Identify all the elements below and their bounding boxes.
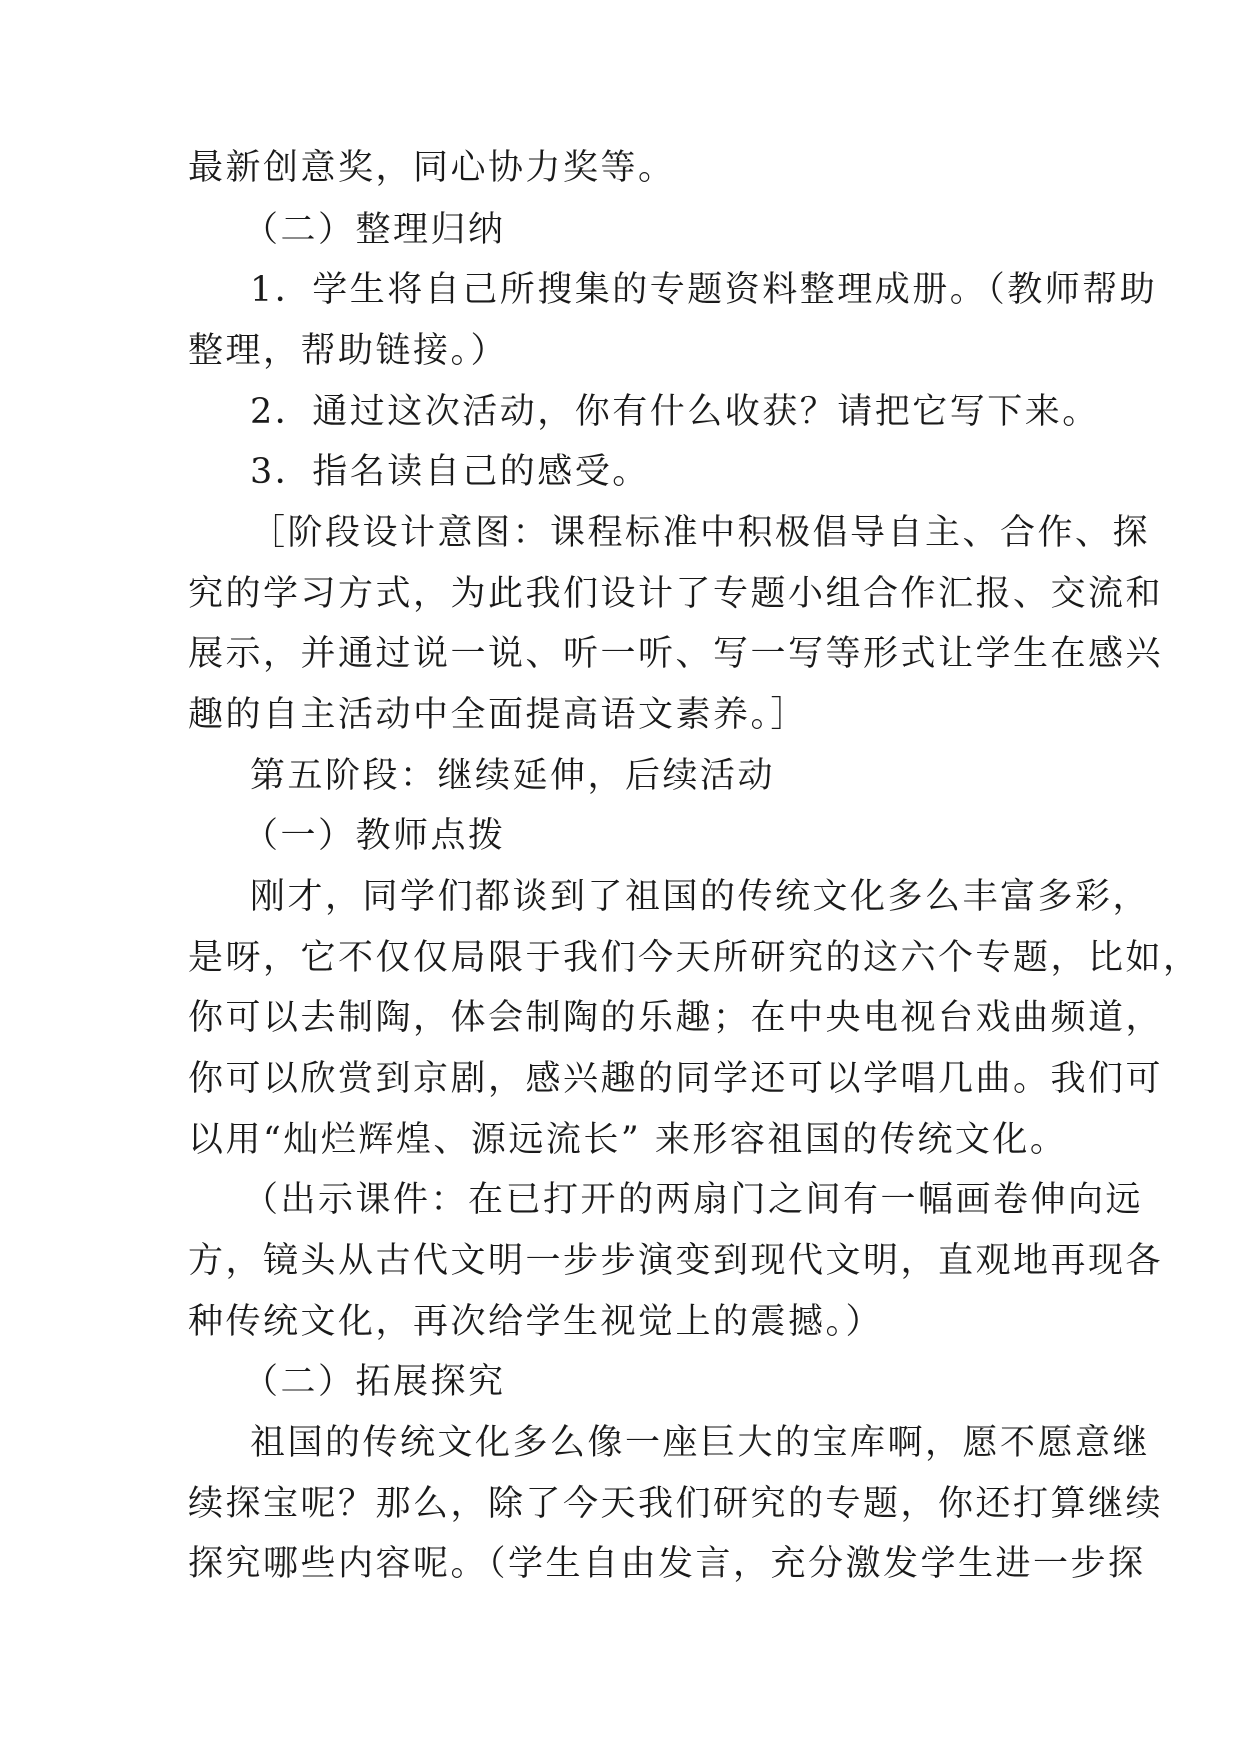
design-note-line: 趣的自主活动中全面提高语文素养。］ <box>188 695 809 735</box>
text-line: 祖国的传统文化多么像一座巨大的宝库啊，愿不愿意继 <box>250 1423 1151 1463</box>
design-note-line: 展示，并通过说一说、听一听、写一写等形式让学生在感兴 <box>188 634 1164 674</box>
text-line: 探究哪些内容呢。（学生自由发言，充分激发学生进一步探 <box>188 1544 1146 1584</box>
list-item: 3．指名读自己的感受。 <box>250 452 650 492</box>
design-note-line: ［阶段设计意图：课程标准中积极倡导自主、合作、探 <box>250 513 1151 553</box>
text-line: 种传统文化，再次给学生视觉上的震撼。） <box>188 1302 884 1342</box>
design-note-line: 究的学习方式，为此我们设计了专题小组合作汇报、交流和 <box>188 574 1164 614</box>
text-line: 你可以去制陶，体会制陶的乐趣；在中央电视台戏曲频道， <box>188 998 1164 1038</box>
text-line: 最新创意奖，同心协力奖等。 <box>188 148 676 188</box>
text-line: （出示课件：在已打开的两扇门之间有一幅画卷伸向远 <box>243 1180 1144 1220</box>
text-line: 整理，帮助链接。） <box>188 331 509 371</box>
section-heading: （二）拓展探究 <box>243 1362 506 1402</box>
text-line: 你可以欣赏到京剧，感兴趣的同学还可以学唱几曲。我们可 <box>188 1059 1164 1099</box>
text-line: 刚才，同学们都谈到了祖国的传统文化多么丰富多彩， <box>250 877 1151 917</box>
text-line: 方，镜头从古代文明一步步演变到现代文明，直观地再现各 <box>188 1241 1164 1281</box>
text-line: 以用“灿烂辉煌、源远流长” 来形容祖国的传统文化。 <box>188 1120 1068 1160</box>
text-line: 续探宝呢？那么，除了今天我们研究的专题，你还打算继续 <box>188 1484 1164 1524</box>
text-line: 是呀，它不仅仅局限于我们今天所研究的这六个专题，比如， <box>188 938 1201 978</box>
stage-heading: 第五阶段：继续延伸，后续活动 <box>250 756 776 796</box>
section-heading: （二）整理归纳 <box>243 210 506 250</box>
section-heading: （一）教师点拨 <box>243 816 506 856</box>
list-item: 2．通过这次活动，你有什么收获？请把它写下来。 <box>250 392 1100 432</box>
list-item: 1．学生将自己所搜集的专题资料整理成册。（教师帮助 <box>250 270 1158 310</box>
